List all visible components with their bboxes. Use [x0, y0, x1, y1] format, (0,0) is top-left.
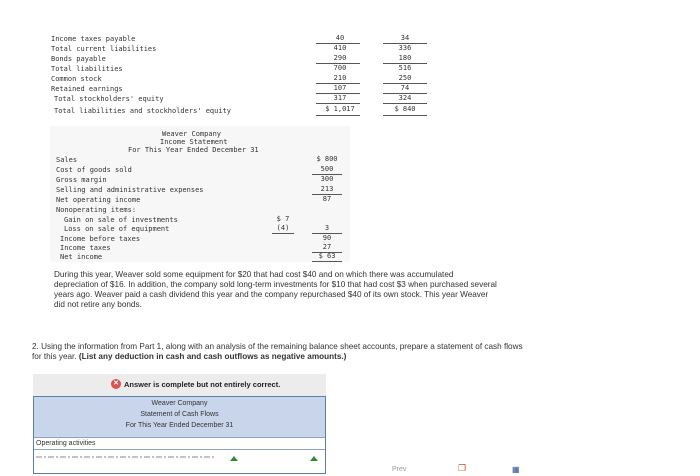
bs-row-label: Income taxes payable: [51, 35, 136, 43]
is-row-label: Gain on sale of investments: [64, 216, 178, 224]
is-company-name: Weaver Company: [162, 130, 222, 138]
question-line: 2. Using the information from Part 1, along with an analysis of the remaining balance sheet accounts, prepare a statement of cash flows: [32, 342, 523, 351]
bs-this-year-value: 290: [333, 54, 347, 62]
is-period: For This Year Ended December 31: [128, 146, 259, 154]
is-detail-value: $ 7: [276, 215, 290, 223]
bs-prior-year-value: 336: [398, 44, 412, 52]
bs-row-label: Retained earnings: [51, 85, 123, 93]
answer-card: [33, 374, 326, 474]
bs-prior-year-value: 516: [398, 64, 412, 72]
bs-row-label: Bonds payable: [51, 55, 106, 63]
question-text: [32, 342, 523, 362]
bs-prior-year-value: $ 840: [394, 105, 416, 113]
bs-this-year-value: 40: [335, 34, 345, 42]
is-value: $ 63: [318, 252, 336, 260]
bs-prior-year-value: 180: [398, 54, 412, 62]
bs-row-label: Total liabilities and stockholders' equity: [54, 107, 232, 115]
bs-this-year-value: 700: [333, 64, 347, 72]
cash-flow-table: [33, 396, 326, 474]
check-icon: [310, 456, 318, 461]
bs-prior-year-value: 34: [400, 34, 410, 42]
double-underline: [312, 261, 342, 262]
is-row-label: Net income: [60, 253, 103, 261]
bs-prior-year-value: 324: [398, 94, 412, 102]
is-value: 27: [322, 243, 332, 251]
check-icon: [230, 456, 238, 461]
is-value: 3: [324, 224, 330, 232]
is-row-label: Income taxes: [60, 244, 111, 252]
is-value: $ 800: [316, 155, 338, 163]
is-title: Income Statement: [160, 138, 228, 146]
bs-this-year-value: 410: [333, 44, 347, 52]
bs-prior-year-value: 74: [400, 84, 410, 92]
is-row-label: Gross margin: [56, 176, 107, 184]
grid-icon[interactable]: ▦: [512, 465, 520, 474]
is-value: 87: [322, 195, 332, 203]
underline: [383, 103, 427, 104]
answer-status: [111, 379, 280, 389]
cf-title: Statement of Cash Flows: [140, 411, 219, 418]
prev-button[interactable]: [392, 466, 406, 473]
cut-off-row-content: [34, 453, 325, 463]
paragraph-line: did not retire any bonds.: [54, 300, 142, 309]
question-line-plain: for this year.: [32, 352, 79, 361]
table-row[interactable]: [34, 449, 325, 459]
answer-status-text: Answer is complete but not entirely correct.: [124, 379, 281, 389]
is-row-label: Nonoperating items:: [56, 206, 137, 214]
bs-prior-year-value: 250: [398, 74, 412, 82]
is-row-label: Loss on sale of equipment: [64, 225, 170, 233]
page-icon[interactable]: ❐: [458, 463, 467, 473]
cf-period: For This Year Ended December 31: [125, 422, 234, 429]
cf-company-name: Weaver Company: [151, 400, 208, 407]
paragraph-line: years ago. Weaver paid a cash dividend this year and the company repurchased $40 of its own stock. This year Weaver: [54, 290, 489, 299]
bs-this-year-value: 317: [333, 94, 347, 102]
bs-row-label: Total current liabilities: [51, 45, 157, 53]
problem-paragraph: [54, 270, 497, 310]
cash-flow-table-header: [34, 397, 325, 437]
balance-sheet-excerpt: [48, 30, 633, 120]
is-row-label: Income before taxes: [60, 235, 141, 243]
underline: [316, 103, 360, 104]
is-row-label: Sales: [56, 156, 78, 164]
bs-row-label: Common stock: [51, 75, 102, 83]
operating-activities-row: Operating activities: [34, 437, 325, 449]
bs-row-label: Total liabilities: [51, 65, 123, 73]
is-value: 300: [320, 175, 334, 183]
question-instruction: (List any deduction in cash and cash outflows as negative amounts.): [78, 352, 347, 361]
bs-this-year-value: 210: [333, 74, 347, 82]
bs-this-year-value: $ 1,017: [325, 105, 355, 113]
is-value: 90: [322, 234, 332, 242]
incorrect-x-icon: ✕: [111, 379, 121, 389]
is-value: 213: [320, 185, 334, 193]
bs-row-label: Total stockholders' equity: [54, 95, 164, 103]
paragraph-line: depreciation of $16. In addition, the company sold long-term investments for $10 that had cost $3 when purchased several: [54, 280, 497, 289]
prev-label: Prev: [392, 466, 407, 473]
double-underline: [316, 115, 360, 116]
is-row-label: Cost of goods sold: [56, 166, 132, 174]
question-line-2: [32, 352, 523, 362]
is-row-label: Selling and administrative expenses: [56, 186, 204, 194]
bs-this-year-value: 107: [333, 84, 347, 92]
is-row-label: Net operating income: [56, 196, 141, 204]
paragraph-line: During this year, Weaver sold some equipment for $20 that had cost $40 and on which there was accumulated: [54, 270, 454, 279]
is-value: 500: [320, 165, 334, 173]
income-statement: [50, 126, 350, 262]
underline: [272, 233, 294, 234]
double-underline: [383, 115, 427, 116]
is-detail-value: (4): [276, 224, 290, 232]
